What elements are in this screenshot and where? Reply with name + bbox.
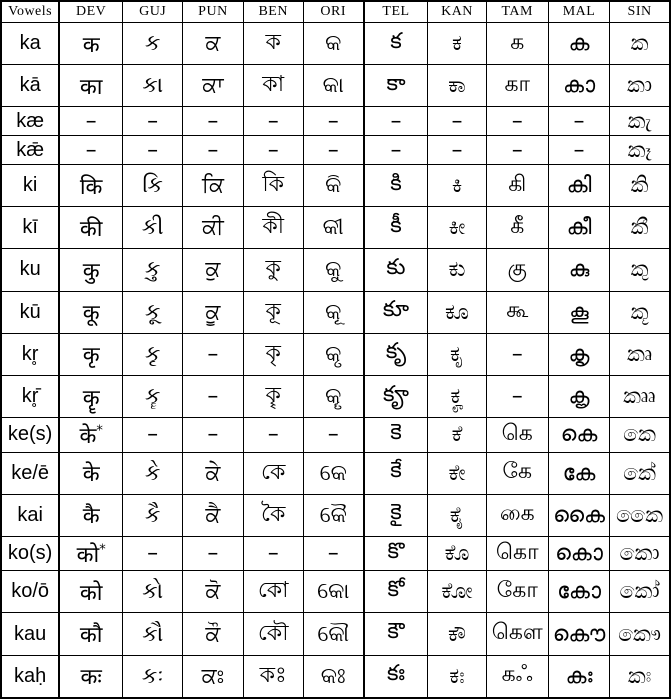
script-cell: കി xyxy=(548,165,609,207)
script-cell: – xyxy=(123,136,183,165)
script-cell: কৄ xyxy=(243,375,303,417)
script-cell: కై xyxy=(364,494,428,536)
script-cell: की xyxy=(59,207,122,249)
script-cell: কৃ xyxy=(243,333,303,375)
script-cell: കൃ xyxy=(548,333,609,375)
script-cell: കൄ xyxy=(548,375,609,417)
script-cell: க xyxy=(486,23,548,65)
script-cell: – xyxy=(123,536,183,570)
row-label: kaḥ xyxy=(1,655,59,698)
script-cell: को* xyxy=(59,536,122,570)
column-header-tam: TAM xyxy=(486,1,548,23)
row-label: kī xyxy=(1,207,59,249)
script-cell: କେ xyxy=(303,452,363,494)
script-cell: ക xyxy=(548,23,609,65)
script-cell: के xyxy=(59,452,122,494)
script-cell: – xyxy=(59,136,122,165)
script-cell: ಕೊ xyxy=(428,536,486,570)
script-cell: કઃ xyxy=(123,655,183,698)
table-body xyxy=(1,23,670,699)
script-cell: কৌ xyxy=(243,613,303,655)
script-cell: – xyxy=(428,107,486,136)
script-cell: ਕੂ xyxy=(183,291,243,333)
script-cell: කි xyxy=(610,165,670,207)
script-cell: కి xyxy=(364,165,428,207)
script-cell: – xyxy=(364,107,428,136)
table-row xyxy=(1,23,670,65)
column-header-tel: TEL xyxy=(364,1,428,23)
script-cell: கொ xyxy=(486,536,548,570)
script-cell: ਕਿ xyxy=(183,165,243,207)
script-cell: – xyxy=(123,418,183,452)
script-cell: కొ xyxy=(364,536,428,570)
script-cell: ਕੈ xyxy=(183,494,243,536)
script-cell: ක xyxy=(610,23,670,65)
script-cell: ಕೌ xyxy=(428,613,486,655)
script-cell: କୈ xyxy=(303,494,363,536)
script-cell: কঃ xyxy=(243,655,303,698)
script-cell: കാ xyxy=(548,65,609,107)
script-cell: කෲ xyxy=(610,375,670,417)
column-header-guj: GUJ xyxy=(123,1,183,23)
column-header-mal: MAL xyxy=(548,1,609,23)
script-cell: କୃ xyxy=(303,333,363,375)
table-row xyxy=(1,536,670,570)
script-cell: කෛ xyxy=(610,494,670,536)
script-cell: – xyxy=(428,136,486,165)
script-cell: கூ xyxy=(486,291,548,333)
row-label: ka xyxy=(1,23,59,65)
script-cell: කෘ xyxy=(610,333,670,375)
script-cell: କୄ xyxy=(303,375,363,417)
script-cell: கீ xyxy=(486,207,548,249)
script-cell: కూ xyxy=(364,291,428,333)
row-label: ki xyxy=(1,165,59,207)
table-row xyxy=(1,571,670,613)
script-cell: କୁ xyxy=(303,249,363,291)
table-row xyxy=(1,249,670,291)
script-cell: কৈ xyxy=(243,494,303,536)
table-row xyxy=(1,107,670,136)
script-cell: கா xyxy=(486,65,548,107)
script-cell: ಕೆ xyxy=(428,418,486,452)
script-cell: කේ xyxy=(610,452,670,494)
row-label: kǣ xyxy=(1,136,59,165)
script-cell: ಕೇ xyxy=(428,452,486,494)
script-cell: ਕੋ xyxy=(183,571,243,613)
script-cell: କ xyxy=(303,23,363,65)
script-cell: कू xyxy=(59,291,122,333)
table-row xyxy=(1,375,670,417)
script-cell: को xyxy=(59,571,122,613)
script-cell: કો xyxy=(123,571,183,613)
script-cell: කො xyxy=(610,536,670,570)
script-cell: කු xyxy=(610,249,670,291)
script-cell: కృ xyxy=(364,333,428,375)
script-cell: কু xyxy=(243,249,303,291)
script-cell: கே xyxy=(486,452,548,494)
script-cell: కౄ xyxy=(364,375,428,417)
script-cell: कॄ xyxy=(59,375,122,417)
script-cell: ক xyxy=(243,23,303,65)
script-cell: કી xyxy=(123,207,183,249)
row-label: kai xyxy=(1,494,59,536)
script-cell: के* xyxy=(59,418,122,452)
script-cell: ਕੌ xyxy=(183,613,243,655)
script-cell: కః xyxy=(364,655,428,698)
script-cell: – xyxy=(183,375,243,417)
script-cell: – xyxy=(183,107,243,136)
script-cell: ಕಃ xyxy=(428,655,486,698)
script-cell: கை xyxy=(486,494,548,536)
script-cell: कृ xyxy=(59,333,122,375)
script-cell: કૃ xyxy=(123,333,183,375)
script-cell: கு xyxy=(486,249,548,291)
script-cell: – xyxy=(243,107,303,136)
script-cell: கி xyxy=(486,165,548,207)
script-cell: – xyxy=(486,136,548,165)
column-header-dev: DEV xyxy=(59,1,122,23)
row-label: kr̥ xyxy=(1,333,59,375)
script-cell: ಕೂ xyxy=(428,291,486,333)
script-cell: കേ xyxy=(548,452,609,494)
script-cell: কে xyxy=(243,452,303,494)
script-cell: કૂ xyxy=(123,291,183,333)
column-header-pun: PUN xyxy=(183,1,243,23)
script-cell: കൂ xyxy=(548,291,609,333)
script-cell: ಕಾ xyxy=(428,65,486,107)
script-cell: ਕੁ xyxy=(183,249,243,291)
script-cell: කෞ xyxy=(610,613,670,655)
script-cell: కే xyxy=(364,452,428,494)
script-cell: कौ xyxy=(59,613,122,655)
column-header-vowels: Vowels xyxy=(1,1,59,23)
script-cell: କୂ xyxy=(303,291,363,333)
script-cell: கோ xyxy=(486,571,548,613)
row-label: kau xyxy=(1,613,59,655)
footnote-asterisk: * xyxy=(99,542,106,558)
script-cell: കു xyxy=(548,249,609,291)
script-cell: કિ xyxy=(123,165,183,207)
table-row xyxy=(1,655,670,698)
script-cell: का xyxy=(59,65,122,107)
script-cell: കീ xyxy=(548,207,609,249)
script-cell: കെ xyxy=(548,418,609,452)
script-cell: કે xyxy=(123,452,183,494)
script-cell: කෙ xyxy=(610,418,670,452)
script-cell: কা xyxy=(243,65,303,107)
script-cell: கெ xyxy=(486,418,548,452)
script-cell: କି xyxy=(303,165,363,207)
column-header-ben: BEN xyxy=(243,1,303,23)
script-cell: – xyxy=(486,107,548,136)
script-cell: කඃ xyxy=(610,655,670,698)
script-cell: కౌ xyxy=(364,613,428,655)
table-row xyxy=(1,418,670,452)
script-cell: ਕੀ xyxy=(183,207,243,249)
script-cell: කෝ xyxy=(610,571,670,613)
script-cell: കഃ xyxy=(548,655,609,698)
script-cell: କଃ xyxy=(303,655,363,698)
script-cell: ಕೋ xyxy=(428,571,486,613)
script-cell: ક xyxy=(123,23,183,65)
script-cell: कः xyxy=(59,655,122,698)
script-cell: కీ xyxy=(364,207,428,249)
script-cell: – xyxy=(183,333,243,375)
script-cell: कु xyxy=(59,249,122,291)
script-cell: – xyxy=(303,536,363,570)
table-row xyxy=(1,613,670,655)
script-cell: కె xyxy=(364,418,428,452)
script-cell: క xyxy=(364,23,428,65)
script-cell: – xyxy=(548,107,609,136)
script-cell: కు xyxy=(364,249,428,291)
script-cell: కో xyxy=(364,571,428,613)
table-header xyxy=(1,1,670,23)
row-label: ku xyxy=(1,249,59,291)
script-cell: ಕ xyxy=(428,23,486,65)
column-header-sin: SIN xyxy=(610,1,670,23)
script-cell: – xyxy=(303,418,363,452)
row-label: ko/ō xyxy=(1,571,59,613)
script-cell: કુ xyxy=(123,249,183,291)
table-row xyxy=(1,494,670,536)
script-cell: கஃ xyxy=(486,655,548,698)
script-cell: କୀ xyxy=(303,207,363,249)
script-cell: કૈ xyxy=(123,494,183,536)
script-cell: কী xyxy=(243,207,303,249)
script-cell: ಕೀ xyxy=(428,207,486,249)
header-row xyxy=(1,1,670,23)
script-cell: കോ xyxy=(548,571,609,613)
script-cell: – xyxy=(303,107,363,136)
script-cell: കൈ xyxy=(548,494,609,536)
script-cell: – xyxy=(548,136,609,165)
row-label: kū xyxy=(1,291,59,333)
script-cell: ಕೈ xyxy=(428,494,486,536)
table-row xyxy=(1,165,670,207)
script-cell: କୌ xyxy=(303,613,363,655)
script-cell: કા xyxy=(123,65,183,107)
script-cell: – xyxy=(183,536,243,570)
script-cell: – xyxy=(183,136,243,165)
script-cell: – xyxy=(243,136,303,165)
row-label: kā xyxy=(1,65,59,107)
script-cell: කූ xyxy=(610,291,670,333)
row-label: ke(s) xyxy=(1,418,59,452)
script-cell: – xyxy=(364,136,428,165)
script-cell: – xyxy=(123,107,183,136)
script-cell: কূ xyxy=(243,291,303,333)
table-row xyxy=(1,333,670,375)
script-cell: കൊ xyxy=(548,536,609,570)
script-cell: ਕ xyxy=(183,23,243,65)
row-label: kr̥̄ xyxy=(1,375,59,417)
script-cell: – xyxy=(243,536,303,570)
table-row xyxy=(1,207,670,249)
script-cell: கௌ xyxy=(486,613,548,655)
script-cell: కా xyxy=(364,65,428,107)
script-cell: – xyxy=(486,333,548,375)
script-cell: কি xyxy=(243,165,303,207)
column-header-kan: KAN xyxy=(428,1,486,23)
script-cell: – xyxy=(59,107,122,136)
table-row xyxy=(1,452,670,494)
script-cell: ਕਾ xyxy=(183,65,243,107)
column-header-ori: ORI xyxy=(303,1,363,23)
row-label: ke/ē xyxy=(1,452,59,494)
script-cell: कै xyxy=(59,494,122,536)
script-cell: – xyxy=(486,375,548,417)
script-cell: કૌ xyxy=(123,613,183,655)
script-cell: કૄ xyxy=(123,375,183,417)
script-cell: കൌ xyxy=(548,613,609,655)
row-label: kæ xyxy=(1,107,59,136)
script-cell: क xyxy=(59,23,122,65)
script-cell: කා xyxy=(610,65,670,107)
row-label: ko(s) xyxy=(1,536,59,570)
table-row xyxy=(1,65,670,107)
script-cell: – xyxy=(303,136,363,165)
script-cell: ಕೄ xyxy=(428,375,486,417)
script-cell: – xyxy=(183,418,243,452)
table-row xyxy=(1,136,670,165)
script-cell: කෑ xyxy=(610,136,670,165)
table-row xyxy=(1,291,670,333)
script-cell: කැ xyxy=(610,107,670,136)
script-cell: କୋ xyxy=(303,571,363,613)
script-cell: ਕੇ xyxy=(183,452,243,494)
script-cell: ಕು xyxy=(428,249,486,291)
script-cell: ಕೃ xyxy=(428,333,486,375)
script-cell: ಕಿ xyxy=(428,165,486,207)
script-cell: ਕਃ xyxy=(183,655,243,698)
script-cell: কো xyxy=(243,571,303,613)
script-cell: କା xyxy=(303,65,363,107)
script-cell: – xyxy=(243,418,303,452)
script-cell: कि xyxy=(59,165,122,207)
footnote-asterisk: * xyxy=(96,423,103,439)
script-cell: කී xyxy=(610,207,670,249)
